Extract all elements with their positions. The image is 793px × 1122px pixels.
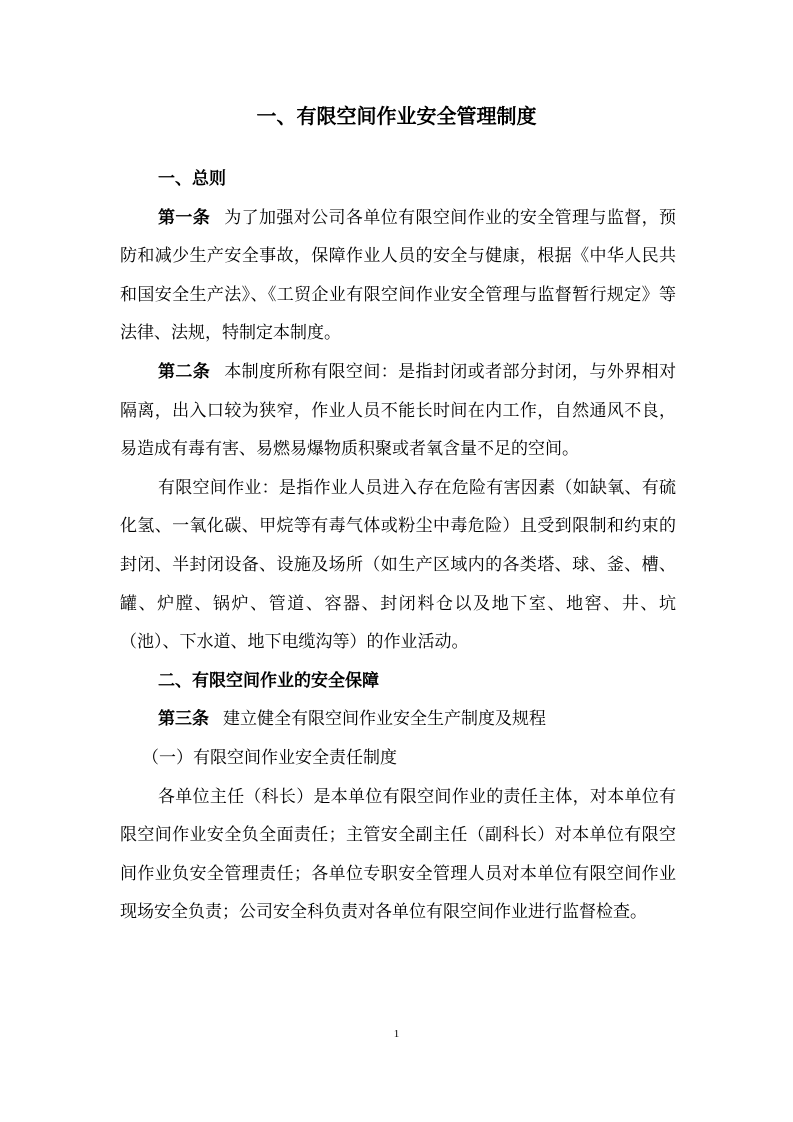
article-1 [120,199,676,353]
article-2-definition: 有限空间作业：是指作业人员进入存在危险有害因素（如缺氧、有硫化氢、一氧化碳、甲烷等有毒气体或粉尘中毒危险）且受到限制和约束的封闭、半封闭设备、设施及场所（如生产区域内的各类塔、球、釜、槽、罐、炉膛、锅炉、管道、容器、封闭料仓以及地下室、地窖、井、坑（池）、下水道、地下电缆沟等）的作业活动。 [120,477,676,653]
section-heading-general: 一、总则 [158,169,226,189]
page-number: 1 [393,1028,400,1040]
document-body [120,160,676,932]
article-3-subheading: （一）有限空间作业安全责任制度 [142,747,397,768]
article-3-text: 建立健全有限空间作业安全生产制度及规程 [223,709,546,730]
article-1-text: 为了加强对公司各单位有限空间作业的安全管理与监督，预防和减少生产安全事故，保障作业人员的安全与健康，根据《中华人民共和国安全生产法》、《工贸企业有限空间作业安全管理与监督暂行规定》等法律、法规，特制定本制度。 [120,207,677,344]
article-2-label: 第二条 [158,361,211,382]
article-2-text: 本制度所称有限空间：是指封闭或者部分封闭，与外界相对隔离，出入口较为狭窄，作业人员不能长时间在内工作，自然通风不良，易造成有毒有害、易燃易爆物质积聚或者氧含量不足的空间。 [120,361,677,460]
article-3 [120,700,676,739]
article-2 [120,353,676,469]
article-3-label: 第三条 [158,709,209,730]
article-1-label: 第一条 [158,207,211,228]
article-3-responsibility-text: 各单位主任（科长）是本单位有限空间作业的责任主体，对本单位有限空间作业安全负全面责任；主管安全副主任（副科长）对本单位有限空间作业负安全管理责任；各单位专职安全管理人员对本单位有限空间作业现场安全负责；公司安全科负责对各单位有限空间作业进行监督检查。 [120,786,676,923]
section-heading-safety: 二、有限空间作业的安全保障 [158,670,379,691]
document-title: 一、有限空间作业安全管理制度 [256,104,537,128]
